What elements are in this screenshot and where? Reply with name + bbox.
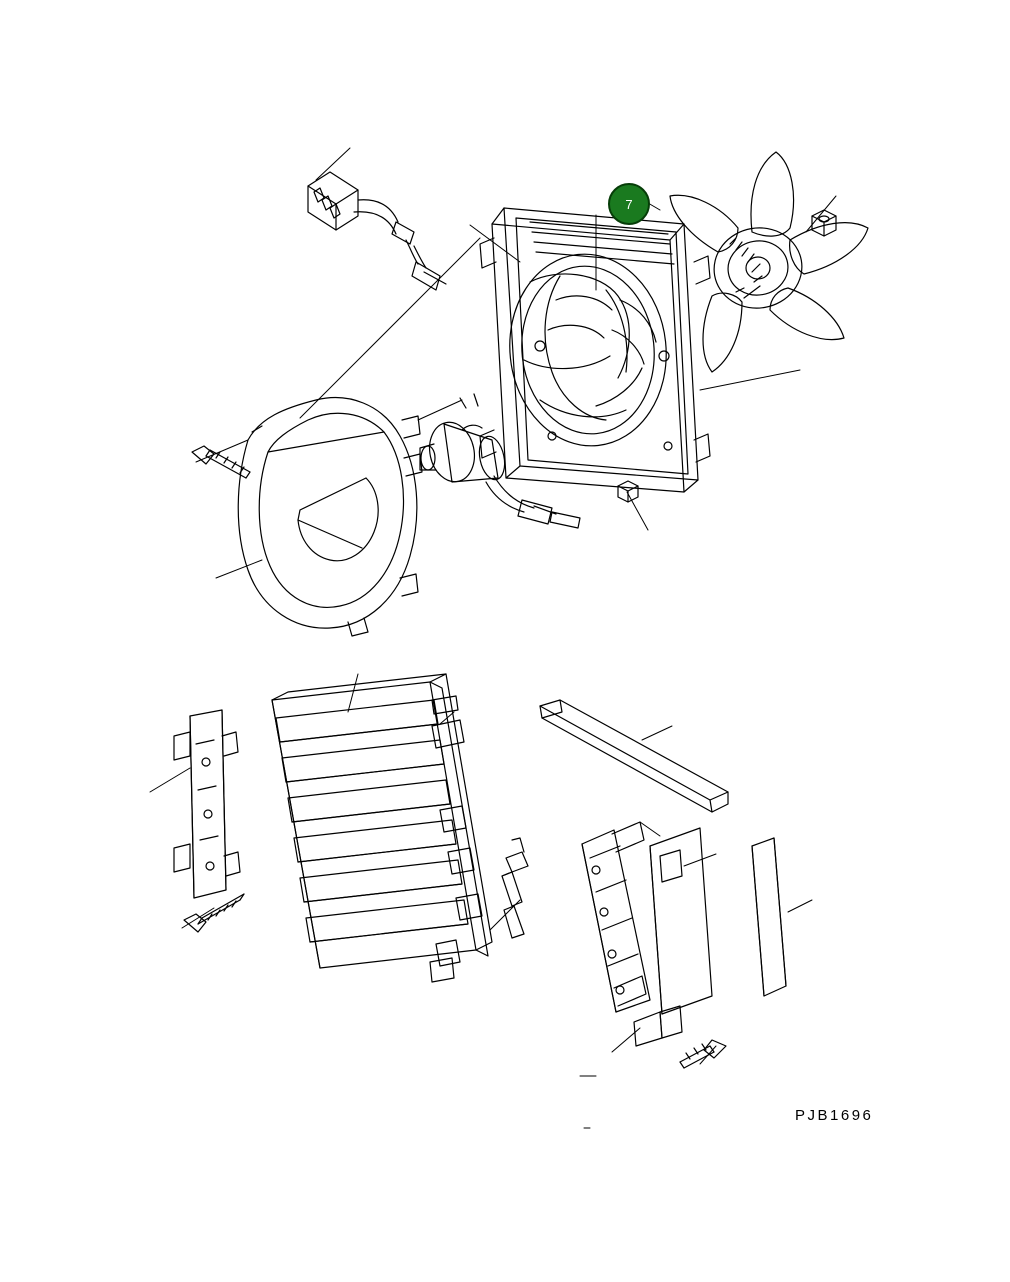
mounting-bolt-upper [192, 446, 250, 478]
hex-nut-lower [618, 481, 638, 502]
mounting-bolt-lower-right [680, 1040, 726, 1068]
leader-lines-upper [196, 148, 836, 578]
upper-rail [540, 700, 728, 812]
drawing-part-code: PJB1696 [795, 1107, 874, 1124]
fan-motor [420, 394, 580, 528]
cooling-fan-blade [670, 152, 868, 372]
side-bracket-right [582, 822, 650, 1012]
relay-connector [308, 172, 446, 290]
leader-lines-lower [150, 674, 812, 1064]
mounting-bolt-lower-left [184, 894, 244, 932]
cooler-side-panel [634, 828, 712, 1046]
registration-marks [580, 1076, 596, 1128]
callout-marker-7[interactable]: 7 [608, 183, 650, 225]
pressure-switch [502, 838, 528, 938]
side-bracket-left [174, 710, 240, 898]
hex-nut-upper [812, 210, 836, 236]
side-rail [752, 838, 786, 996]
fan-shroud-frame [480, 208, 710, 492]
fan-shroud-cone [238, 398, 422, 636]
